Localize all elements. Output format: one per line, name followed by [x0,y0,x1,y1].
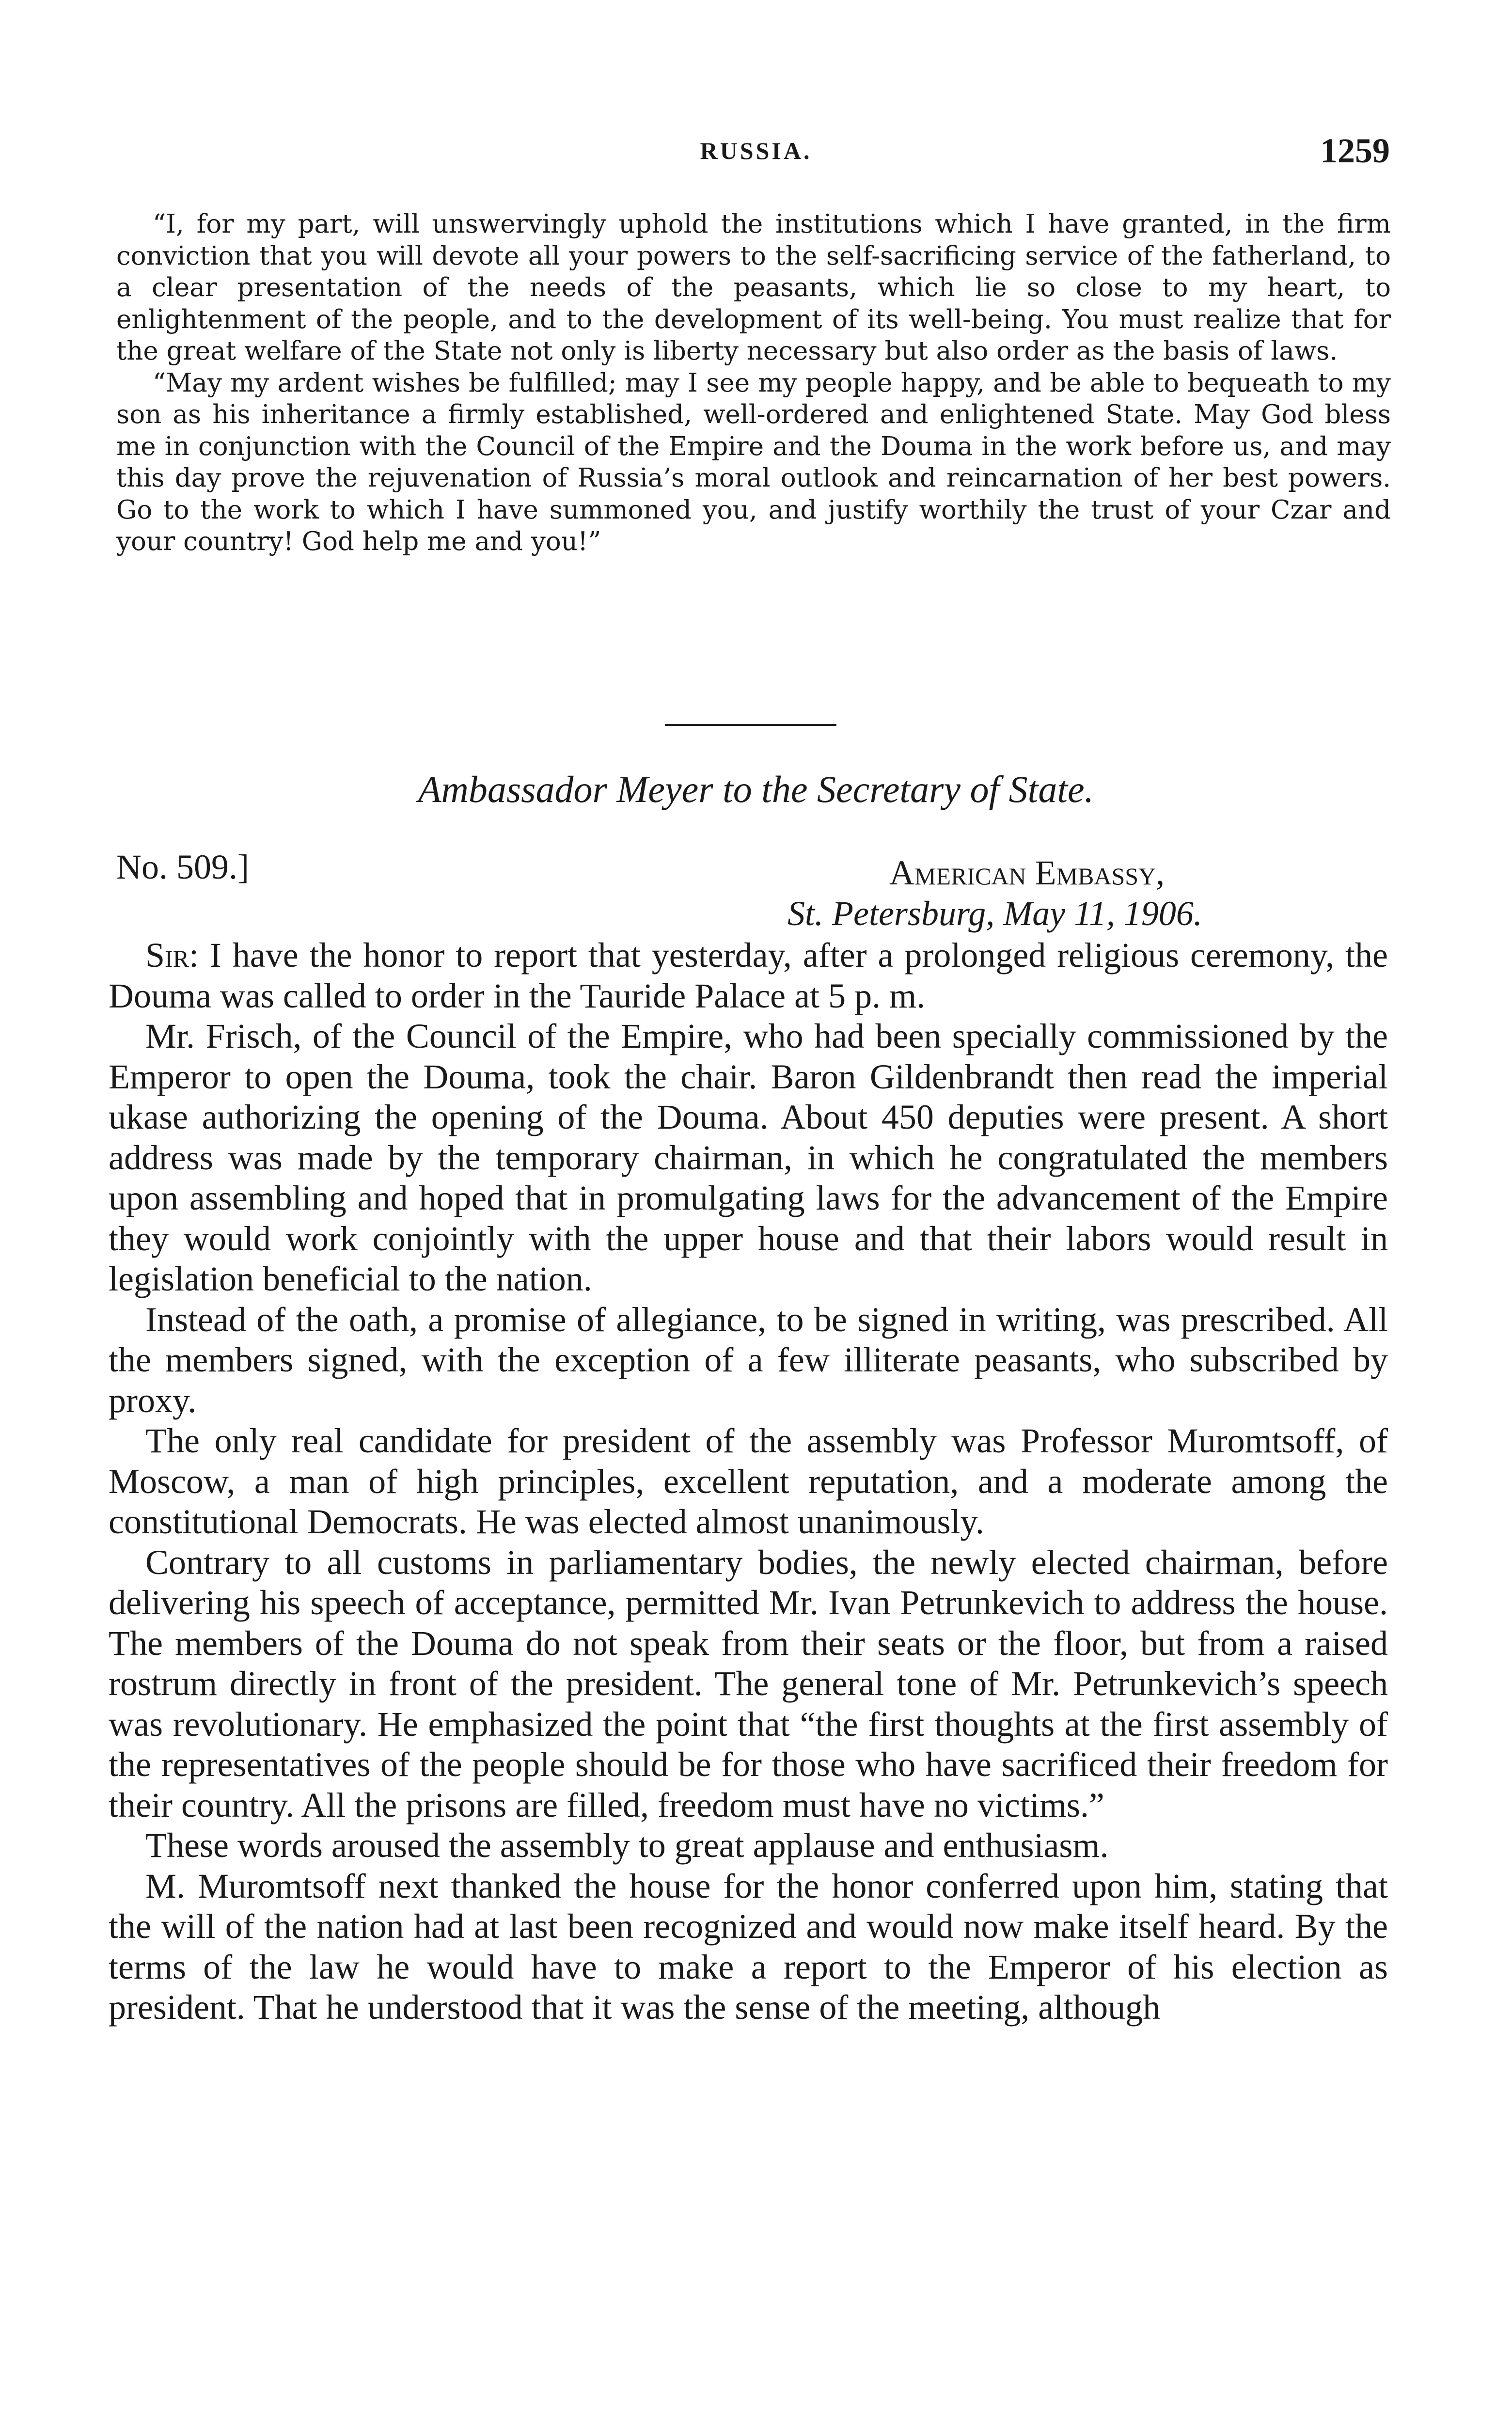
letter-paragraph: M. Muromtsoff next thanked the house for the honor conferred upon him, stating that the will of the nation had at last been recognized and would now make itself heard. By the terms of the law he would have to make a report to the Emperor of his election as president. That he understood that it was the sense of the meeting, although [109,1866,1388,2027]
section-divider [665,724,836,726]
dateline: St. Petersburg, May 11, 1906. [788,894,1202,933]
salutation: Sir: [145,936,199,975]
embassy-line: American Embassy, [889,853,1165,892]
letter-body [109,935,1388,2028]
running-head [116,131,1396,174]
letter-paragraph: Instead of the oath, a promise of allegiance, to be signed in writing, was prescribed. All the members signed, with the exception of a few illiterate peasants, who subscribed by proxy. [109,1300,1388,1420]
letter-paragraph: The only real candidate for president of the assembly was Professor Muromtsoff, of Moscow, a man of high principles, excellent reputation, and a moderate among the constitutional Democrats. He was elected almost unanimously. [109,1421,1388,1541]
letter-paragraph: Mr. Frisch, of the Council of the Empire, who had been specially commissioned by the Emperor to open the Douma, took the chair. Baron Gildenbrandt then read the imperial ukase authorizing the opening of the Douma. About 450 deputies were present. A short address was made by the temporary chairman, in which he congratulated the members upon assembling and hoped that in promulgating laws for the advancement of the Empire they would work conjointly with the upper house and that their labors would result in legislation beneficial to the nation. [109,1017,1388,1298]
speech-paragraph: “I, for my part, will unswervingly uphold the institutions which I have granted, in the firm conviction that you will devote all your powers to the self-sacrificing service of the fatherland, to a clear presentation of the needs of the peasants, which lie so close to my heart, to enlightenment of the people, and to the development of its well-being. You must realize that for the great welfare of the State not only is liberty necessary but also order as the basis of laws. [116,209,1391,366]
letter-paragraph: Contrary to all customs in parliamentary bodies, the newly elected chairman, before delivering his speech of acceptance, permitted Mr. Ivan Petrunkevich to address the house. The members of the Douma do not speak from their seats or the floor, but from a raised rostrum directly in front of the president. The general tone of Mr. Petrunkevich’s speech was revolutionary. He emphasized the point that “the first thoughts at the first assembly of the representatives of the people should be for those who have sacrificed their freedom for their country. All the prisons are filled, freedom must have no victims.” [109,1542,1388,1825]
speech-quotation [116,208,1391,558]
running-title: RUSSIA. [700,137,812,164]
letter-paragraph: These words aroused the assembly to great applause and enthusiasm. [145,1826,1109,1865]
document-number: No. 509.] [116,848,249,886]
letter-heading: Ambassador Meyer to the Secretary of State. [418,768,1094,810]
page-number: 1259 [1320,131,1390,170]
letter-paragraph [109,935,1388,1016]
speech-paragraph: “May my ardent wishes be fulfilled; may I see my people happy, and be able to bequeath to my son as his inheritance a firmly established, well-ordered and enlightened State. May God bless me in conjunction with the Council of the Empire and the Douma in the work before us, and may this day prove the rejuvenation of Russia’s moral outlook and reincarnation of her best powers. Go to the work to which I have summoned you, and justify worthily the trust of your Czar and your country! God help me and you!” [116,368,1391,556]
letter-first-paragraph: I have the honor to report that yesterday, after a prolonged religious ceremony, the Douma was called to order in the Tauride Palace at 5 p. m. [109,936,1388,1015]
